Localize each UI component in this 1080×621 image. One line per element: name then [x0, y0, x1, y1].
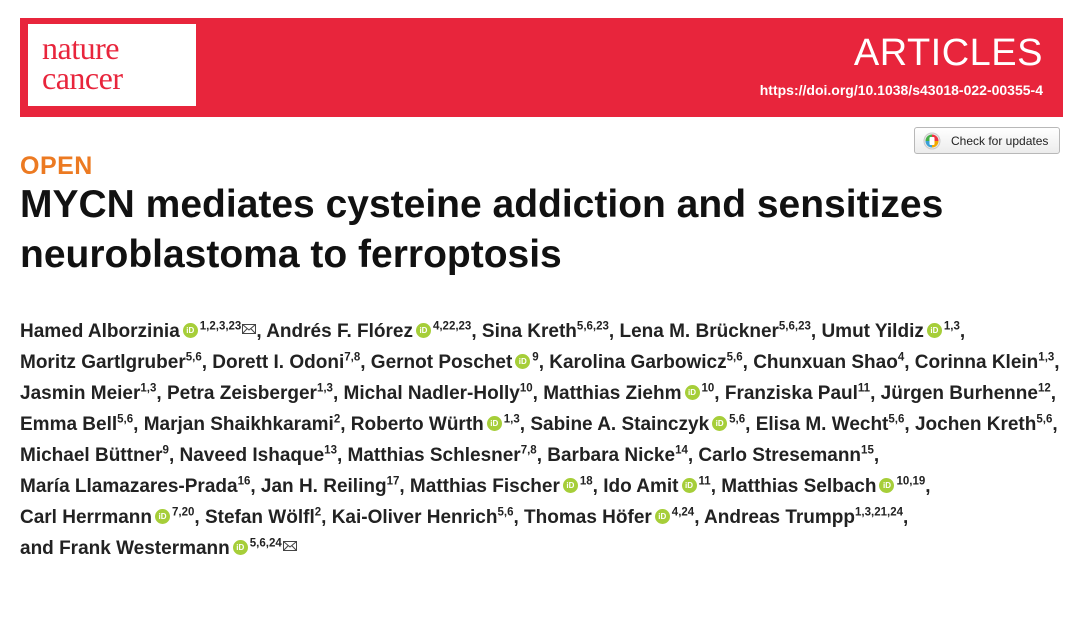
author-separator: , [904, 352, 910, 373]
author-entry [205, 507, 326, 528]
crossmark-icon [923, 132, 941, 150]
author-entry [482, 321, 614, 342]
affiliation-superscript[interactable]: 7,8 [520, 444, 537, 457]
author-separator: , [710, 476, 716, 497]
author-separator: , [870, 383, 876, 404]
author-separator: , [873, 445, 880, 466]
author-name[interactable]: Naveed Ishaque [179, 445, 325, 466]
author-entry [20, 352, 207, 373]
author-entry [332, 507, 519, 528]
author-entry [915, 352, 1060, 373]
author-entry [619, 321, 816, 342]
author-separator: , [959, 321, 966, 342]
orcid-icon[interactable]: iD [416, 323, 431, 338]
affiliation-superscript[interactable]: 15 [861, 444, 874, 457]
author-entry [20, 321, 262, 342]
author-name[interactable]: Thomas Höfer [524, 507, 652, 528]
author-entry [371, 352, 544, 373]
author-entry [261, 476, 405, 497]
author-name[interactable]: Dorett I. Odoni [212, 352, 345, 373]
affiliation-superscript[interactable]: 7,20 [172, 506, 195, 519]
author-name[interactable]: Emma Bell [20, 414, 118, 435]
author-name[interactable]: Gernot Poschet [370, 352, 513, 373]
author-name[interactable]: Jochen Kreth [914, 414, 1037, 435]
author-separator: , [168, 445, 175, 466]
journal-header [20, 18, 1063, 117]
affiliation-superscript[interactable]: 5,6,24 [249, 537, 282, 550]
author-entry [530, 414, 750, 435]
author-separator: , [250, 476, 256, 497]
author-name[interactable]: Lena M. Brückner [619, 321, 779, 342]
open-access-label: OPEN [20, 152, 93, 180]
author-entry [704, 507, 908, 528]
orcid-icon[interactable]: iD [515, 354, 530, 369]
author-entry [344, 383, 538, 404]
affiliation-superscript[interactable]: 2 [333, 413, 341, 426]
affiliation-superscript[interactable]: 5,6,23 [576, 320, 609, 333]
orcid-icon[interactable]: iD [655, 509, 670, 524]
author-name[interactable]: Carlo Stresemann [698, 445, 862, 466]
author-separator: , [519, 414, 526, 435]
author-separator: , [810, 321, 817, 342]
check-updates-label: Check for updates [951, 133, 1049, 148]
author-separator: , [925, 476, 931, 497]
article-title: MYCN mediates cysteine addiction and sensitizes neuroblastoma to ferroptosis [20, 183, 944, 276]
author-entry [524, 507, 699, 528]
author-separator: , [133, 414, 139, 435]
author-separator: , [256, 321, 262, 342]
affiliation-superscript[interactable]: 1,3 [140, 382, 157, 395]
affiliation-superscript[interactable]: 11 [698, 475, 711, 488]
author-separator: , [156, 383, 162, 404]
author-entry [821, 321, 965, 342]
logo-word-nature: nature [42, 30, 119, 66]
author-separator: , [360, 352, 366, 373]
author-name[interactable]: Sabine A. Stainczyk [530, 414, 710, 435]
author-name[interactable]: Umut Yildiz [821, 321, 924, 342]
author-entry [20, 445, 174, 466]
author-separator: , [592, 476, 598, 497]
author-separator: , [903, 507, 909, 528]
author-separator: , [201, 352, 208, 373]
affiliation-superscript[interactable]: 5,6,23 [778, 320, 811, 333]
author-name[interactable]: Elisa M. Wecht [755, 414, 889, 435]
orcid-icon[interactable]: iD [682, 478, 697, 493]
author-entry [756, 414, 910, 435]
author-separator: , [532, 383, 538, 404]
author-entry [881, 383, 1056, 404]
affiliation-superscript[interactable]: 5,6 [497, 506, 514, 519]
author-entry [721, 476, 930, 497]
affiliation-superscript[interactable]: 5,6 [185, 351, 202, 364]
author-entry [698, 445, 879, 466]
author-name[interactable]: Jasmin Meier [20, 383, 141, 404]
doi-link[interactable]: https://doi.org/10.1038/s43018-022-00355-4 [759, 82, 1043, 98]
affiliation-superscript[interactable]: 4,24 [671, 506, 695, 519]
author-separator: , [608, 321, 615, 342]
author-entry [753, 352, 909, 373]
author-name[interactable]: Ido Amit [603, 476, 679, 497]
author-separator: , [714, 383, 720, 404]
author-entry [348, 445, 542, 466]
author-separator: , [321, 507, 327, 528]
author-separator: , [742, 352, 748, 373]
author-name[interactable]: Kai-Oliver Henrich [331, 507, 498, 528]
author-separator: , [340, 414, 346, 435]
orcid-icon[interactable]: iD [183, 323, 198, 338]
author-name[interactable]: Moritz Gartlgruber [20, 352, 186, 373]
section-label: ARTICLES [853, 32, 1043, 74]
author-separator: , [332, 383, 339, 404]
author-separator: , [399, 476, 405, 497]
affiliation-superscript[interactable]: 16 [237, 475, 251, 488]
author-entry [266, 321, 476, 342]
email-icon[interactable] [242, 324, 256, 334]
affiliation-superscript[interactable]: 5,6 [726, 351, 743, 364]
author-name[interactable]: Matthias Fischer [409, 476, 560, 497]
author-entry [351, 414, 525, 435]
author-separator: , [1050, 383, 1057, 404]
author-separator: , [538, 352, 544, 373]
affiliation-superscript[interactable]: 9 [532, 351, 539, 364]
author-conjunction: and [20, 538, 60, 559]
author-entry [549, 352, 748, 373]
author-name[interactable]: Sina Kreth [481, 321, 577, 342]
affiliation-superscript[interactable]: 10 [701, 382, 715, 395]
affiliation-superscript[interactable]: 7,8 [344, 351, 361, 364]
author-entry [410, 476, 598, 497]
author-separator: , [194, 507, 200, 528]
affiliation-superscript[interactable]: 1,2,3,23 [199, 320, 242, 333]
author-name[interactable]: Michal Nadler-Holly [343, 383, 520, 404]
affiliation-superscript[interactable]: 1,3 [503, 413, 520, 426]
author-name[interactable]: Matthias Ziehm [543, 383, 682, 404]
affiliation-superscript[interactable]: 5,6 [729, 413, 746, 426]
author-name[interactable]: Jürgen Burhenne [880, 383, 1038, 404]
orcid-icon[interactable]: iD [563, 478, 578, 493]
journal-logo[interactable] [28, 24, 196, 106]
affiliation-superscript[interactable]: 5,6 [117, 413, 134, 426]
author-entry [212, 352, 365, 373]
author-separator: , [904, 414, 910, 435]
author-name[interactable]: Karolina Garbowicz [549, 352, 727, 373]
author-entry [915, 414, 1058, 435]
author-name[interactable]: Carl Herrmann [20, 507, 152, 528]
author-name[interactable]: Jan H. Reiling [260, 476, 387, 497]
affiliation-superscript[interactable]: 11 [857, 382, 871, 395]
author-entry [20, 538, 297, 559]
author-separator: , [687, 445, 694, 466]
author-name[interactable]: María Llamazares-Prada [20, 476, 238, 497]
author-separator: , [1052, 414, 1058, 435]
affiliation-superscript[interactable]: 17 [386, 475, 400, 488]
orcid-icon[interactable]: iD [927, 323, 942, 338]
affiliation-superscript[interactable]: 10 [519, 382, 533, 395]
author-name[interactable]: Marjan Shaikhkarami [143, 414, 334, 435]
affiliation-superscript[interactable]: 18 [579, 475, 593, 488]
affiliation-superscript[interactable]: 14 [675, 444, 688, 457]
check-updates-button[interactable] [914, 127, 1060, 154]
affiliation-superscript[interactable]: 9 [162, 444, 169, 457]
author-name[interactable]: Matthias Selbach [721, 476, 877, 497]
affiliation-superscript[interactable]: 4 [897, 351, 905, 364]
orcid-icon[interactable]: iD [879, 478, 894, 493]
affiliation-superscript[interactable]: 1,3 [316, 382, 333, 395]
affiliation-superscript[interactable]: 1,3 [1038, 351, 1055, 364]
author-name[interactable]: Chunxuan Shao [753, 352, 898, 373]
author-separator: , [745, 414, 751, 435]
orcid-icon[interactable]: iD [712, 416, 727, 431]
logo-word-cancer: cancer [42, 60, 123, 96]
author-separator: , [513, 507, 519, 528]
author-entry [144, 414, 346, 435]
affiliation-superscript[interactable]: 12 [1037, 382, 1051, 395]
author-name[interactable]: Petra Zeisberger [166, 383, 317, 404]
author-separator: , [536, 445, 542, 466]
affiliation-superscript[interactable]: 1,3 [943, 320, 960, 333]
email-icon[interactable] [283, 541, 297, 551]
author-entry [547, 445, 693, 466]
author-separator: , [1054, 352, 1060, 373]
orcid-icon[interactable]: iD [487, 416, 502, 431]
author-entry [20, 414, 138, 435]
affiliation-superscript[interactable]: 10,19 [896, 475, 926, 488]
affiliation-superscript[interactable]: 2 [314, 506, 322, 519]
author-name[interactable]: Corinna Klein [914, 352, 1039, 373]
author-entry [543, 383, 719, 404]
affiliation-superscript[interactable]: 5,6 [1036, 413, 1053, 426]
author-entry [180, 445, 343, 466]
author-name[interactable]: Andrés F. Flórez [266, 321, 413, 342]
author-entry [725, 383, 876, 404]
affiliation-superscript[interactable]: 4,22,23 [432, 320, 472, 333]
affiliation-superscript[interactable]: 1,3,21,24 [855, 506, 903, 519]
author-separator: , [694, 507, 700, 528]
affiliation-superscript[interactable]: 5,6 [888, 413, 905, 426]
author-name[interactable]: Franziska Paul [724, 383, 858, 404]
author-separator: , [471, 321, 477, 342]
author-name[interactable]: Frank Westermann [59, 538, 230, 559]
author-entry [603, 476, 716, 497]
affiliation-superscript[interactable]: 13 [324, 444, 337, 457]
author-name[interactable]: Barbara Nicke [547, 445, 676, 466]
author-name[interactable]: Matthias Schlesner [347, 445, 521, 466]
author-name[interactable]: Hamed Alborzinia [20, 321, 180, 342]
author-name[interactable]: Stefan Wölfl [204, 507, 315, 528]
author-list [20, 316, 1070, 564]
author-name[interactable]: Michael Büttner [20, 445, 163, 466]
author-name[interactable]: Andreas Trumpp [704, 507, 856, 528]
orcid-icon[interactable]: iD [233, 540, 248, 555]
author-name[interactable]: Roberto Würth [350, 414, 484, 435]
orcid-icon[interactable]: iD [685, 385, 700, 400]
author-entry [20, 507, 200, 528]
author-entry [167, 383, 338, 404]
author-entry [20, 476, 256, 497]
author-entry [20, 383, 162, 404]
author-separator: , [336, 445, 343, 466]
orcid-icon[interactable]: iD [155, 509, 170, 524]
